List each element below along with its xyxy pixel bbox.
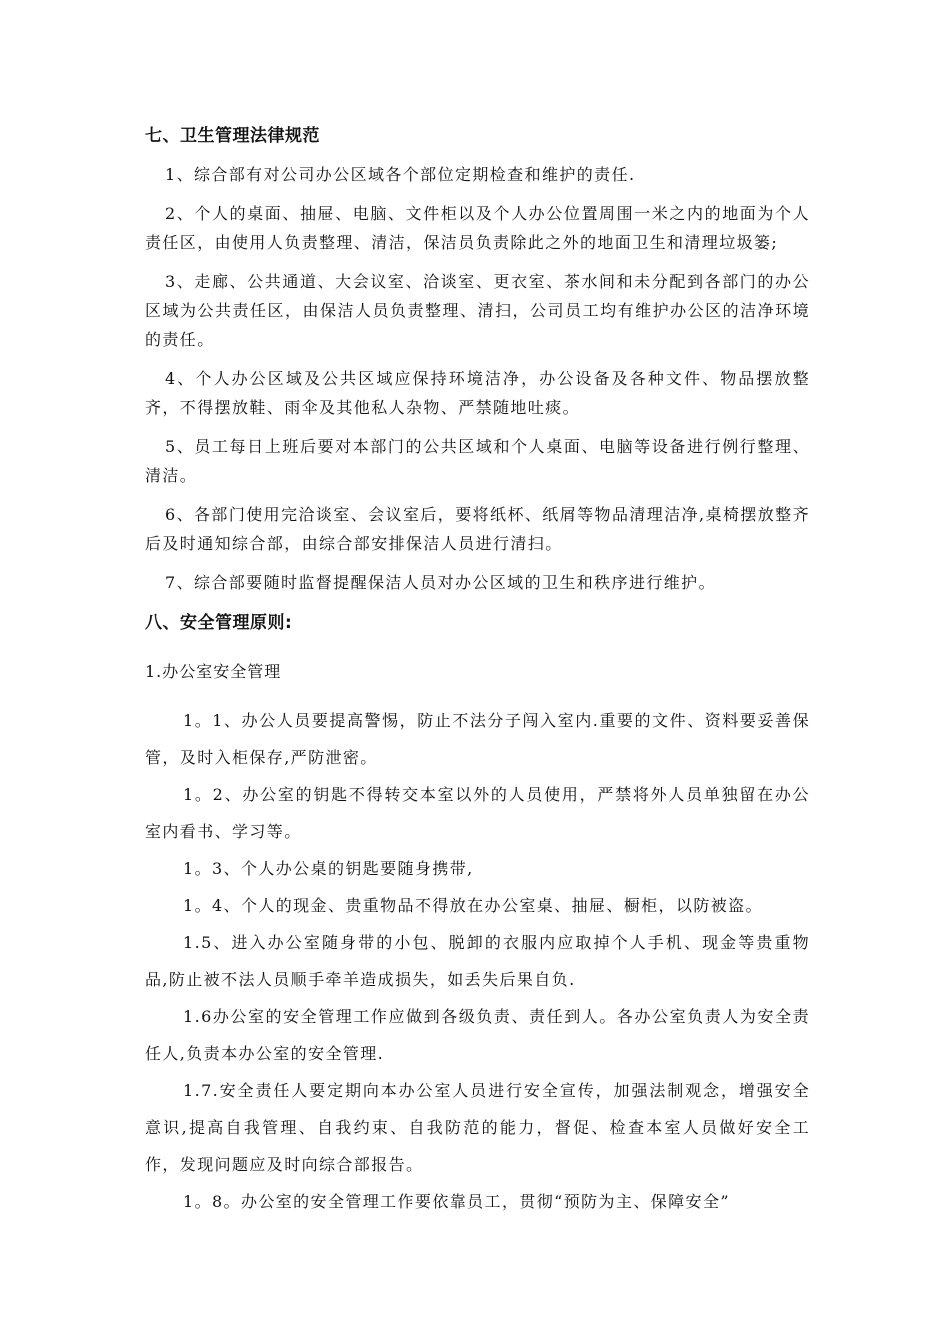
section-8-subtitle: 1.办公室安全管理 xyxy=(145,662,282,681)
section-8-item-1-3: 1。3、个人办公桌的钥匙要随身携带, xyxy=(183,859,474,878)
section-8-item-1-6: 1.6办公室的安全管理工作应做到各级负责、责任到人。各办公室负责人为安全责任人,负责本办公室的安全管理. xyxy=(145,1007,810,1063)
section-8-item-1-7: 1.7.安全责任人要定期向本办公室人员进行安全宣传，加强法制观念，增强安全意识,提高自我管理、自我约束、自我防范的能力，督促、检查本室人员做好安全工作，发现问题应及时向综合部报告。 xyxy=(145,1081,810,1174)
section-7-item-7: 7、综合部要随时监督提醒保洁人员对办公区域的卫生和秩序进行维护。 xyxy=(165,573,716,592)
section-7-item-6: 6、各部门使用完洽谈室、会议室后，要将纸杯、纸屑等物品清理洁净,桌椅摆放整齐后及时通知综合部，由综合部安排保洁人员进行清扫。 xyxy=(145,505,810,553)
section-7-item-2: 2、个人的桌面、抽屉、电脑、文件柜以及个人办公位置周围一米之内的地面为个人责任区，由使用人负责整理、清洁，保洁员负责除此之外的地面卫生和清理垃圾篓; xyxy=(145,204,810,252)
section-8-item-1-5: 1.5、进入办公室随身带的小包、脱卸的衣服内应取掉个人手机、现金等贵重物品,防止被不法人员顺手牵羊造成损失，如丢失后果自负. xyxy=(145,933,810,989)
section-8-item-1-8: 1。8。办公室的安全管理工作要依靠员工，贯彻“预防为主、保障安全” xyxy=(183,1192,730,1211)
section-8-item-1-1: 1。1、办公人员要提高警惕，防止不法分子闯入室内.重要的文件、资料要妥善保管，及时入柜保存,严防泄密。 xyxy=(145,711,810,767)
section-7-item-5: 5、员工每日上班后要对本部门的公共区域和个人桌面、电脑等设备进行例行整理、清洁。 xyxy=(145,437,810,485)
section-8-item-1-2: 1。2、办公室的钥匙不得转交本室以外的人员使用，严禁将外人员单独留在办公室内看书、学习等。 xyxy=(145,785,810,841)
document-content xyxy=(145,122,810,1220)
section-7-title: 七、卫生管理法律规范 xyxy=(145,126,320,146)
section-8-item-1-4: 1。4、个人的现金、贵重物品不得放在办公室桌、抽屉、橱柜，以防被盗。 xyxy=(183,896,763,915)
section-7-item-4: 4、个人办公区域及公共区域应保持环境洁净，办公设备及各种文件、物品摆放整齐，不得摆放鞋、雨伞及其他私人杂物、严禁随地吐痰。 xyxy=(145,369,810,417)
section-7-item-1: 1、综合部有对公司办公区域各个部位定期检查和维护的责任. xyxy=(165,165,636,184)
section-8-title: 八、安全管理原则: xyxy=(145,613,293,633)
section-7-item-3: 3、走廊、公共通道、大会议室、洽谈室、更衣室、茶水间和未分配到各部门的办公区域为公共责任区，由保洁人员负责整理、清扫，公司员工均有维护办公区的洁净环境的责任。 xyxy=(145,272,810,349)
